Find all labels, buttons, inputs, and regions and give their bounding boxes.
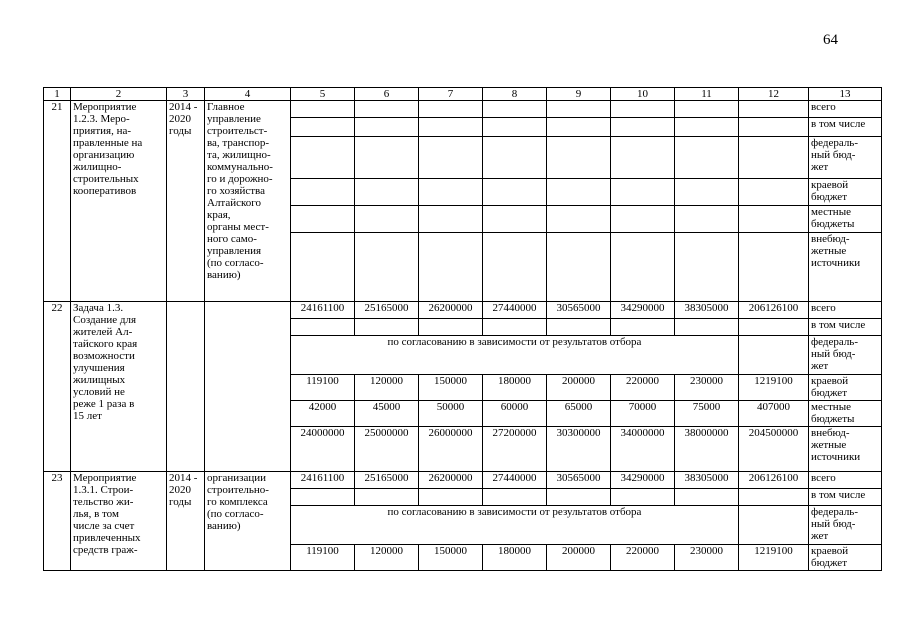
source-label: федераль- ный бюд- жет [809,336,882,375]
total-value: 34290000 [611,472,675,489]
extra-value: 24000000 [291,427,355,472]
extra-value: 26000000 [419,427,483,472]
program-table [43,87,882,571]
total-value: 27440000 [483,472,547,489]
regional-value: 230000 [675,545,739,571]
executor: Главное управление строительст- ва, транспор- та, жилищно- коммунально- го и дорожно- го хозяйства Алтайского края, органы мест- ного само- управления (по согласо- ванию) [205,101,291,302]
header-cell: 9 [547,88,611,101]
total-value: 38305000 [675,302,739,319]
regional-value: 220000 [611,545,675,571]
extra-value: 34000000 [611,427,675,472]
source-label: местные бюджеты [809,206,882,233]
federal-note: по согласованию в зависимости от результатов отбора [291,506,739,545]
total-value: 206126100 [739,472,809,489]
header-cell: 12 [739,88,809,101]
regional-value: 220000 [611,375,675,401]
source-label: всего [809,302,882,319]
local-value: 75000 [675,401,739,427]
regional-value: 230000 [675,375,739,401]
header-cell: 10 [611,88,675,101]
source-label: краевой бюджет [809,545,882,571]
extra-value: 30300000 [547,427,611,472]
period: 2014 - 2020 годы [167,101,205,302]
total-value: 30565000 [547,472,611,489]
regional-value: 120000 [355,545,419,571]
task-name: Задача 1.3. Создание для жителей Ал- тайского края возможности улучшения жилищных условий не реже 1 раза в 15 лет [71,302,167,472]
source-label: внебюд- жетные источники [809,233,882,302]
source-label: в том числе [809,319,882,336]
local-value: 50000 [419,401,483,427]
federal-note: по согласованию в зависимости от результатов отбора [291,336,739,375]
header-cell: 11 [675,88,739,101]
source-label: в том числе [809,118,882,137]
header-cell: 2 [71,88,167,101]
extra-value: 25000000 [355,427,419,472]
local-value: 407000 [739,401,809,427]
regional-value: 180000 [483,545,547,571]
regional-value: 150000 [419,545,483,571]
regional-value: 119100 [291,545,355,571]
regional-value: 119100 [291,375,355,401]
local-value: 60000 [483,401,547,427]
local-value: 65000 [547,401,611,427]
source-label: всего [809,101,882,118]
measure-name: Мероприятие 1.3.1. Строи- тельство жи- лья, в том числе за счет привлеченных средств граж- [71,472,167,571]
source-label: федераль- ный бюд- жет [809,137,882,179]
regional-value: 150000 [419,375,483,401]
column-number-row [44,88,882,101]
header-cell: 4 [205,88,291,101]
regional-value: 1219100 [739,375,809,401]
regional-value: 120000 [355,375,419,401]
local-value: 42000 [291,401,355,427]
source-label: федераль- ный бюд- жет [809,506,882,545]
table-row [44,472,882,489]
period: 2014 - 2020 годы [167,472,205,571]
header-cell: 1 [44,88,71,101]
total-value: 206126100 [739,302,809,319]
extra-value: 204500000 [739,427,809,472]
source-label: всего [809,472,882,489]
measure-name: Мероприятие 1.2.3. Меро- приятия, на- правленные на организацию жилищно- строительных кооперативов [71,101,167,302]
row-number: 22 [44,302,71,472]
source-label: краевой бюджет [809,375,882,401]
regional-value: 180000 [483,375,547,401]
executor: организации строительно- го комплекса (по согласо- ванию) [205,472,291,571]
row-number: 23 [44,472,71,571]
extra-value: 27200000 [483,427,547,472]
source-label: в том числе [809,489,882,506]
source-label: внебюд- жетные источники [809,427,882,472]
total-value: 24161100 [291,302,355,319]
total-value: 25165000 [355,472,419,489]
extra-value: 38000000 [675,427,739,472]
total-value: 24161100 [291,472,355,489]
header-cell: 8 [483,88,547,101]
total-value: 26200000 [419,302,483,319]
regional-value: 200000 [547,545,611,571]
header-cell: 6 [355,88,419,101]
regional-value: 200000 [547,375,611,401]
total-value: 30565000 [547,302,611,319]
header-cell: 7 [419,88,483,101]
table-row [44,302,882,319]
total-value: 26200000 [419,472,483,489]
page-number: 64 [823,32,838,48]
local-value: 45000 [355,401,419,427]
table-row [44,101,882,118]
total-value: 34290000 [611,302,675,319]
row-number: 21 [44,101,71,302]
source-label: краевой бюджет [809,179,882,206]
source-label: местные бюджеты [809,401,882,427]
header-cell: 13 [809,88,882,101]
total-value: 25165000 [355,302,419,319]
total-value: 38305000 [675,472,739,489]
header-cell: 5 [291,88,355,101]
header-cell: 3 [167,88,205,101]
regional-value: 1219100 [739,545,809,571]
local-value: 70000 [611,401,675,427]
total-value: 27440000 [483,302,547,319]
